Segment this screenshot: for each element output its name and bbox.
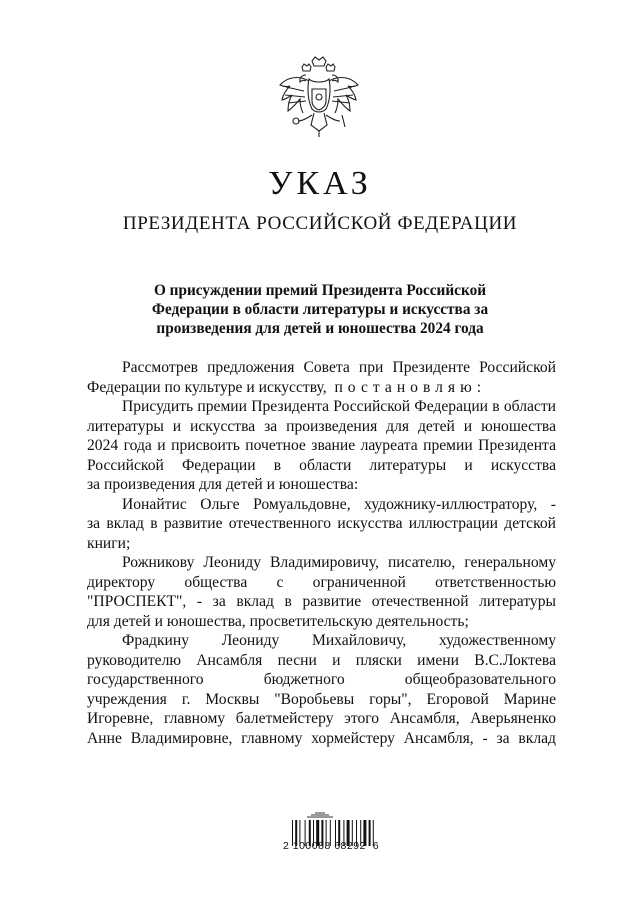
body-line: руководителю Ансамбля песни и пляски имени В.С.Локтева: [87, 651, 556, 669]
decree-heading: [90, 281, 550, 338]
body-line: [87, 378, 556, 398]
small-emblem-mark-icon: [305, 812, 335, 818]
body-line: Рожникову Леониду Владимировичу, писателю, генеральному: [122, 554, 556, 571]
body-line: за произведения для детей и юношества:: [87, 476, 359, 493]
body-line: для детей и юношества, просветительскую деятельность;: [87, 612, 469, 630]
body-line: Игоревне, главному балетмейстеру этого Ансамбля, Аверьяненко: [87, 710, 556, 727]
body-line: Рассмотрев предложения Совета при Президенте Российской: [122, 359, 556, 376]
body-line: государственного бюджетного общеобразовательного: [87, 671, 556, 688]
body-text: Федерации по культуре и искусству,: [87, 378, 327, 396]
heading-line: О присуждении премий Президента Российской: [153, 282, 487, 299]
body-line: Ионайтис Ольге Ромуальдовне, художнику-иллюстратору, -: [122, 495, 556, 513]
heading-line: Федерации в области литературы и искусства за: [151, 301, 489, 318]
heading-line: произведения для детей и юношества 2024 года: [156, 320, 484, 337]
barcode-number: 2 100088 68292 6: [283, 840, 380, 852]
body-line: 2024 года и присвоить почетное звание лауреата премии Президента: [87, 437, 556, 454]
body-line: Анне Владимировне, главному хормейстеру Ансамбля, - за вклад: [87, 729, 556, 747]
body-line: директору общества с ограниченной ответственностью: [87, 573, 556, 591]
coat-of-arms-icon: [276, 55, 362, 147]
decree-subtitle: ПРЕЗИДЕНТА РОССИЙСКОЙ ФЕДЕРАЦИИ: [122, 213, 518, 234]
body-line: Российской Федерации в области литературы и искусства: [87, 456, 556, 474]
body-line: книги;: [87, 534, 131, 552]
body-line: Присудить премии Президента Российской Федерации в области: [122, 398, 556, 415]
body-line: "ПРОСПЕКТ", - за вклад в развитие отечественной литературы: [87, 593, 556, 610]
body-line: Фрадкину Леониду Михайловичу, художественному: [122, 632, 556, 649]
resolution-word: постановляю:: [334, 378, 487, 396]
decree-title: УКАЗ: [268, 165, 372, 202]
decree-body: [87, 358, 556, 748]
body-line: учреждения г. Москвы "Воробьевы горы", Егоровой Марине: [87, 690, 556, 708]
body-line: за вклад в развитие отечественного искусства иллюстрации детской: [87, 515, 556, 532]
body-line: литературы и искусства за произведения для детей и юношества: [87, 417, 556, 435]
